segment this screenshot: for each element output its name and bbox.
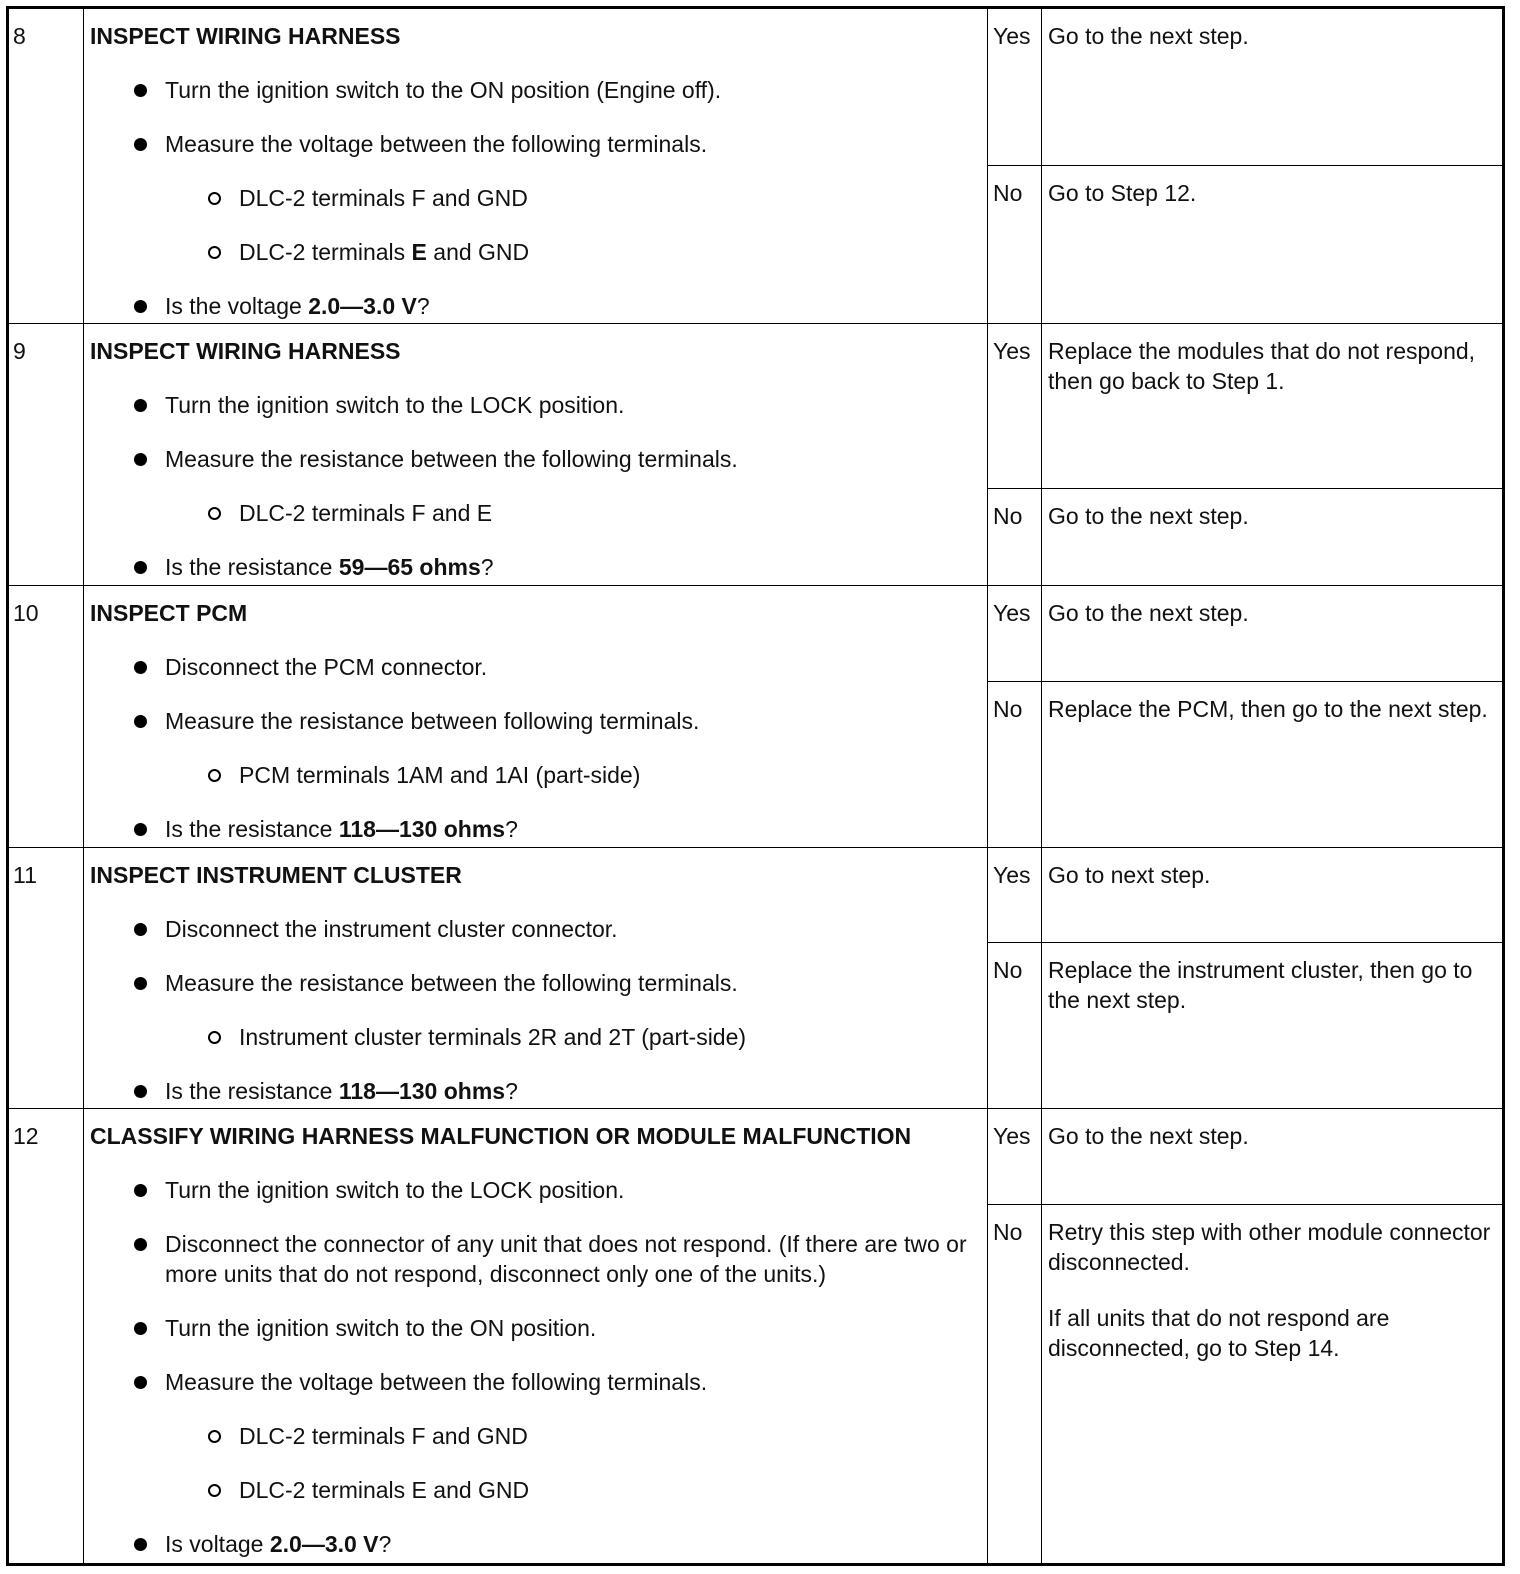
- yes-label: Yes: [988, 848, 1042, 943]
- no-result: Replace the PCM, then go to the next step.: [1042, 682, 1504, 848]
- step-row-9: [8, 324, 1504, 489]
- step-title: INSPECT WIRING HARNESS: [90, 23, 401, 49]
- step-action-cell: [84, 848, 988, 1109]
- step-row-12: [8, 1109, 1504, 1205]
- question-item: Is the resistance 59—65 ohms?: [165, 552, 981, 582]
- step-row-10: [8, 586, 1504, 682]
- bullet-item: Disconnect the connector of any unit that does not respond. (If there are two or more units that do not respond, disconnect only one of the units.): [165, 1229, 981, 1289]
- question-item: Is voltage 2.0—3.0 V?: [165, 1529, 981, 1559]
- step-action-cell: [84, 324, 988, 586]
- bullet-item: Measure the resistance between the following terminals.: [165, 968, 981, 998]
- yes-result: Replace the modules that do not respond, then go back to Step 1.: [1042, 324, 1504, 489]
- question-item: Is the resistance 118—130 ohms?: [165, 814, 981, 844]
- no-label: No: [988, 682, 1042, 848]
- bullet-item: Measure the resistance between following terminals.: [165, 706, 981, 736]
- sub-bullet-item: DLC-2 terminals E and GND: [239, 1475, 981, 1505]
- no-label: No: [988, 166, 1042, 324]
- sub-bullet-item: DLC-2 terminals F and GND: [239, 183, 981, 213]
- step-number: 8: [8, 8, 84, 324]
- step-number: 10: [8, 586, 84, 848]
- bullet-item: Measure the resistance between the following terminals.: [165, 444, 981, 474]
- step-action-cell: [84, 8, 988, 324]
- no-result-cell: [1042, 1205, 1504, 1565]
- bullet-item: Measure the voltage between the following terminals.: [165, 1367, 981, 1397]
- sub-bullet-item: Instrument cluster terminals 2R and 2T (part-side): [239, 1022, 981, 1052]
- step-number: 9: [8, 324, 84, 586]
- step-action-cell: [84, 586, 988, 848]
- question-item: Is the voltage 2.0—3.0 V?: [165, 291, 981, 321]
- no-result-note: If all units that do not respond are disconnected, go to Step 14.: [1048, 1305, 1390, 1361]
- yes-label: Yes: [988, 1109, 1042, 1205]
- step-row-11: [8, 848, 1504, 943]
- yes-result: Go to the next step.: [1042, 1109, 1504, 1205]
- bullet-item: Measure the voltage between the following terminals.: [165, 129, 981, 159]
- yes-result: Go to the next step.: [1042, 586, 1504, 682]
- step-title: INSPECT INSTRUMENT CLUSTER: [90, 862, 462, 888]
- no-result: Replace the instrument cluster, then go to the next step.: [1042, 943, 1504, 1109]
- bullet-item: Disconnect the instrument cluster connector.: [165, 914, 981, 944]
- bullet-item: Disconnect the PCM connector.: [165, 652, 981, 682]
- bullet-item: Turn the ignition switch to the LOCK position.: [165, 390, 981, 420]
- step-title: CLASSIFY WIRING HARNESS MALFUNCTION OR MODULE MALFUNCTION: [90, 1123, 912, 1149]
- no-label: No: [988, 489, 1042, 586]
- step-row-8: [8, 8, 1504, 166]
- no-label: No: [988, 943, 1042, 1109]
- bullet-item: Turn the ignition switch to the ON position (Engine off).: [165, 75, 981, 105]
- diagnostic-procedure-table: [6, 6, 1505, 1566]
- sub-bullet-item: DLC-2 terminals E and GND: [239, 237, 981, 267]
- yes-result: Go to the next step.: [1042, 8, 1504, 166]
- step-number: 12: [8, 1109, 84, 1565]
- yes-label: Yes: [988, 324, 1042, 489]
- yes-label: Yes: [988, 8, 1042, 166]
- yes-result: Go to next step.: [1042, 848, 1504, 943]
- step-number: 11: [8, 848, 84, 1109]
- step-action-cell: [84, 1109, 988, 1565]
- sub-bullet-item: PCM terminals 1AM and 1AI (part-side): [239, 760, 981, 790]
- no-result: Go to the next step.: [1042, 489, 1504, 586]
- sub-bullet-item: DLC-2 terminals F and GND: [239, 1421, 981, 1451]
- bullet-item: Turn the ignition switch to the ON position.: [165, 1313, 981, 1343]
- sub-bullet-item: DLC-2 terminals F and E: [239, 498, 981, 528]
- no-result: Retry this step with other module connector disconnected.: [1048, 1219, 1491, 1275]
- step-title: INSPECT WIRING HARNESS: [90, 338, 401, 364]
- no-label: No: [988, 1205, 1042, 1565]
- step-title: INSPECT PCM: [90, 600, 248, 626]
- question-item: Is the resistance 118—130 ohms?: [165, 1076, 981, 1106]
- bullet-item: Turn the ignition switch to the LOCK position.: [165, 1175, 981, 1205]
- yes-label: Yes: [988, 586, 1042, 682]
- no-result: Go to Step 12.: [1042, 166, 1504, 324]
